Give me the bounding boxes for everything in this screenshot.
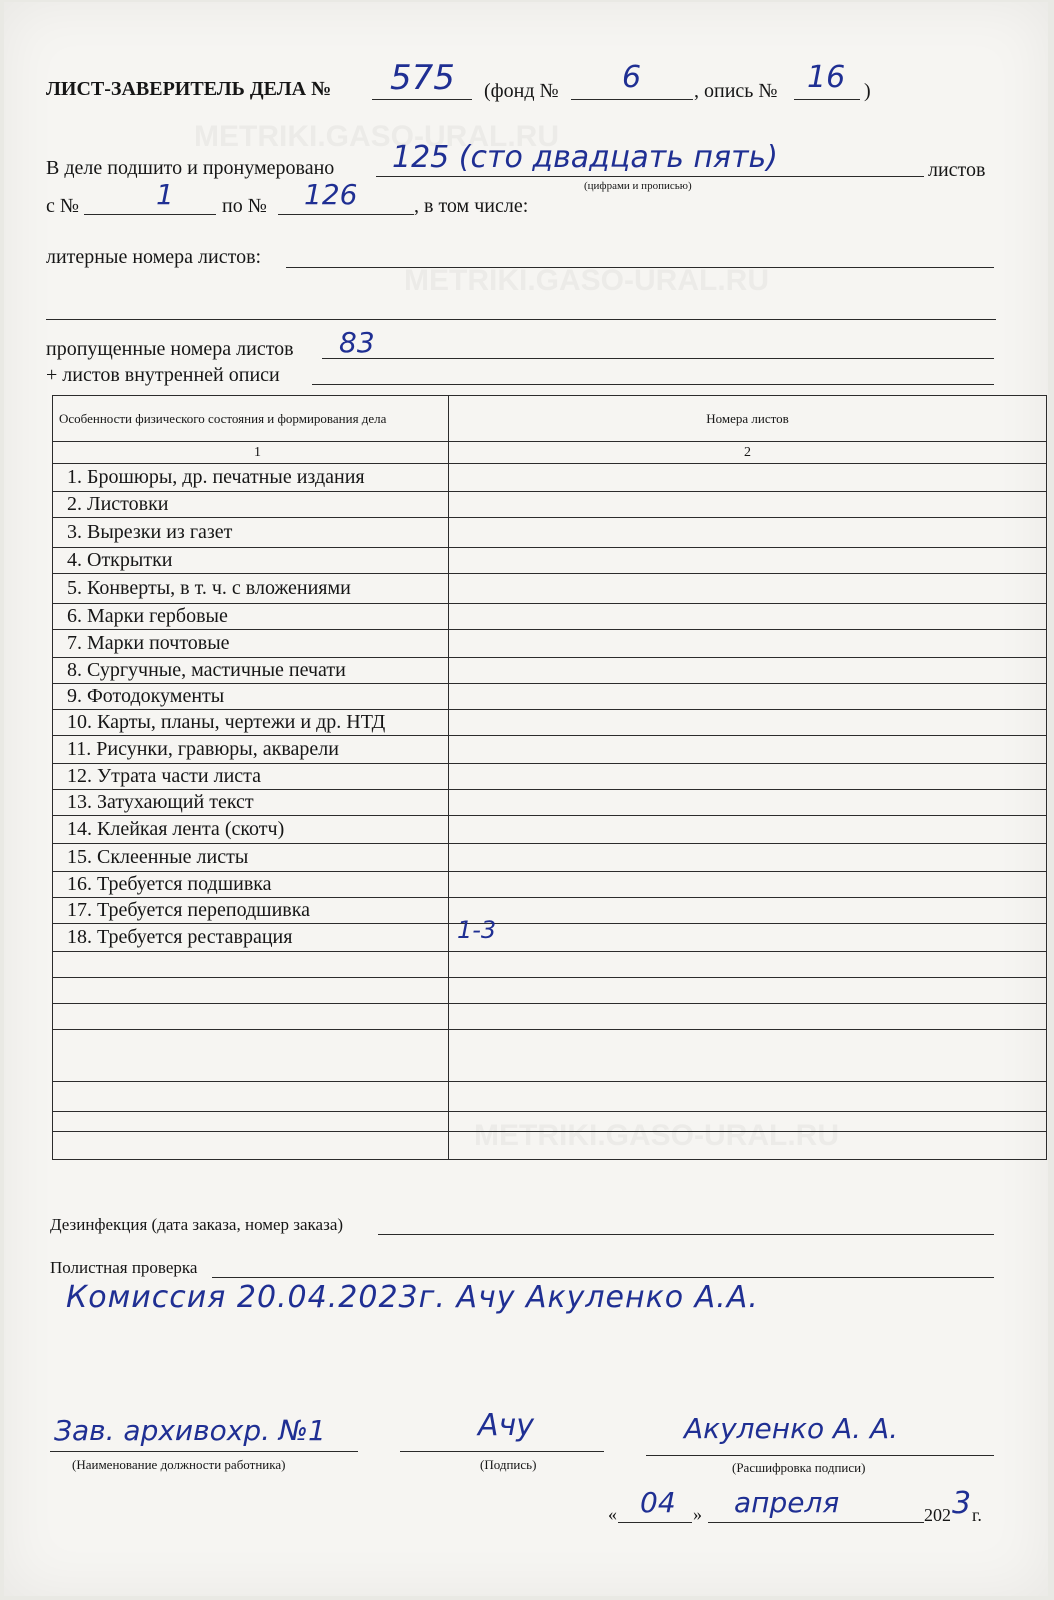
sheets-hint: (цифрами и прописью) — [584, 180, 692, 192]
sheets-label: В деле подшито и пронумеровано — [46, 157, 335, 179]
table-row — [53, 492, 1047, 518]
watermark: METRIKI.GASO-URAL.RU — [404, 264, 769, 297]
row-sheet-numbers — [449, 518, 1047, 548]
table-row — [53, 872, 1047, 898]
empty-cell — [53, 1030, 449, 1082]
sign-value: Ачу — [478, 1408, 535, 1443]
title-prefix: ЛИСТ-ЗАВЕРИТЕЛЬ ДЕЛА № — [46, 78, 332, 100]
row-sheet-numbers — [449, 816, 1047, 844]
row-sheet-numbers — [449, 764, 1047, 790]
check-label: Полистная проверка — [50, 1258, 198, 1277]
row-feature-label: 8. Сургучные, мастичные печати — [53, 658, 449, 684]
row-feature-label: 16. Требуется подшивка — [53, 872, 449, 898]
disinfection-label: Дезинфекция (дата заказа, номер заказа) — [50, 1215, 344, 1234]
row-feature-label: 14. Клейкая лента (скотч) — [53, 816, 449, 844]
row-feature-label: 7. Марки почтовые — [53, 630, 449, 658]
position-line — [50, 1451, 358, 1452]
watermark: METRIKI.GASO-URAL.RU — [474, 1119, 839, 1152]
row-sheet-numbers — [449, 548, 1047, 574]
date-day-line — [618, 1522, 692, 1523]
missing-label: пропущенные номера листов — [46, 338, 294, 360]
liter-line-2 — [46, 319, 996, 320]
empty-cell — [449, 1030, 1047, 1082]
empty-cell — [53, 1082, 449, 1112]
case-number-line — [372, 99, 472, 100]
including-label: , в том числе: — [414, 195, 529, 217]
case-number: 575 — [390, 58, 455, 98]
to-line — [278, 214, 414, 215]
sign-line — [400, 1451, 604, 1452]
empty-cell — [449, 1082, 1047, 1112]
row-sheet-numbers — [449, 604, 1047, 630]
to-value: 126 — [304, 178, 358, 211]
check-line — [212, 1277, 994, 1278]
empty-cell — [449, 1132, 1047, 1160]
liter-line — [286, 267, 994, 268]
column-header-features: Особенности физического состояния и формирования дела — [53, 396, 449, 442]
row-sheet-numbers-value: 1-3 — [457, 916, 497, 944]
table-row — [53, 816, 1047, 844]
from-value: 1 — [156, 178, 174, 211]
empty-cell — [53, 952, 449, 978]
inner-line — [312, 384, 994, 385]
column-number-2: 2 — [449, 442, 1047, 464]
empty-cell — [449, 952, 1047, 978]
table-row — [53, 924, 1047, 952]
empty-cell — [53, 1004, 449, 1030]
name-line — [646, 1455, 994, 1456]
sheets-unit: листов — [928, 159, 986, 181]
empty-table-row — [53, 1004, 1047, 1030]
check-value: Комиссия 20.04.2023г. Ачу Акуленко А.А. — [66, 1280, 759, 1315]
empty-cell — [449, 978, 1047, 1004]
title-close-paren: ) — [864, 80, 871, 102]
row-sheet-numbers — [449, 492, 1047, 518]
table-row — [53, 574, 1047, 604]
row-feature-label: 4. Открытки — [53, 548, 449, 574]
row-feature-label: 15. Склеенные листы — [53, 844, 449, 872]
table-row — [53, 604, 1047, 630]
row-sheet-numbers — [449, 464, 1047, 492]
column-number-1: 1 — [53, 442, 449, 464]
from-label: с № — [46, 195, 79, 217]
table-row — [53, 630, 1047, 658]
date-year-prefix: 202 — [924, 1505, 951, 1525]
table-row — [53, 710, 1047, 736]
opis-number: 16 — [807, 60, 846, 95]
row-sheet-numbers — [449, 574, 1047, 604]
date-month: апреля — [734, 1486, 840, 1519]
row-sheet-numbers — [449, 790, 1047, 816]
missing-value: 83 — [339, 326, 375, 359]
empty-cell — [53, 1132, 449, 1160]
row-sheet-numbers — [449, 658, 1047, 684]
empty-table-row — [53, 1082, 1047, 1112]
row-feature-label: 18. Требуется реставрация — [53, 924, 449, 952]
date-year-suffix: 3 — [952, 1486, 972, 1521]
table-row — [53, 684, 1047, 710]
table-row — [53, 658, 1047, 684]
row-feature-label: 3. Вырезки из газет — [53, 518, 449, 548]
sign-hint: (Подпись) — [480, 1457, 537, 1472]
position-hint: (Наименование должности работника) — [72, 1457, 286, 1472]
column-header-sheet-numbers: Номера листов — [449, 396, 1047, 442]
row-feature-label: 11. Рисунки, гравюры, акварели — [53, 736, 449, 764]
row-feature-label: 13. Затухающий текст — [53, 790, 449, 816]
row-sheet-numbers — [449, 630, 1047, 658]
to-label: по № — [222, 195, 267, 217]
row-sheet-numbers — [449, 898, 1047, 924]
date-year-unit: г. — [972, 1505, 982, 1525]
fond-label: (фонд № — [484, 80, 559, 102]
row-sheet-numbers — [449, 916, 1047, 952]
missing-line — [322, 358, 994, 359]
table-row — [53, 518, 1047, 548]
date-day: 04 — [640, 1486, 676, 1519]
position-value: Зав. архивохр. №1 — [54, 1414, 326, 1447]
empty-cell — [53, 978, 449, 1004]
row-feature-label: 2. Листовки — [53, 492, 449, 518]
name-hint: (Расшифровка подписи) — [732, 1460, 866, 1475]
empty-cell — [53, 1112, 449, 1132]
opis-label: , опись № — [694, 80, 778, 102]
sheets-line — [376, 176, 924, 177]
row-sheet-numbers — [449, 872, 1047, 898]
row-feature-label: 17. Требуется переподшивка — [53, 898, 449, 924]
table-row — [53, 764, 1047, 790]
empty-table-row — [53, 952, 1047, 978]
liter-label: литерные номера листов: — [46, 246, 262, 268]
name-value: Акуленко А. А. — [684, 1412, 899, 1445]
table-row — [53, 464, 1047, 492]
empty-cell — [449, 1004, 1047, 1030]
disinfection-line — [378, 1234, 994, 1235]
inner-label: + листов внутренней описи — [46, 364, 280, 386]
date-open-quote: « — [608, 1504, 617, 1524]
row-sheet-numbers — [449, 710, 1047, 736]
fond-number: 6 — [622, 60, 642, 95]
row-feature-label: 9. Фотодокументы — [53, 684, 449, 710]
table-row — [53, 898, 1047, 924]
row-feature-label: 1. Брошюры, др. печатные издания — [53, 464, 449, 492]
row-sheet-numbers — [449, 684, 1047, 710]
table-row — [53, 736, 1047, 764]
date-month-line — [708, 1522, 924, 1523]
empty-cell — [449, 1112, 1047, 1132]
empty-table-row — [53, 978, 1047, 1004]
from-line — [84, 214, 216, 215]
document-sheet — [4, 2, 1048, 1596]
row-feature-label: 5. Конверты, в т. ч. с вложениями — [53, 574, 449, 604]
table-row — [53, 790, 1047, 816]
empty-table-row — [53, 1030, 1047, 1082]
row-sheet-numbers — [449, 736, 1047, 764]
row-sheet-numbers — [449, 844, 1047, 872]
watermark: METRIKI.GASO-URAL.RU — [194, 120, 559, 153]
row-feature-label: 10. Карты, планы, чертежи и др. НТД — [53, 710, 449, 736]
empty-table-row — [53, 1112, 1047, 1132]
sheets-value: 125 (сто двадцать пять) — [392, 140, 778, 175]
row-feature-label: 12. Утрата части листа — [53, 764, 449, 790]
row-feature-label: 6. Марки гербовые — [53, 604, 449, 630]
date-close-quote: » — [693, 1504, 702, 1524]
opis-line — [794, 99, 860, 100]
table-row — [53, 548, 1047, 574]
fond-line — [571, 99, 693, 100]
table-row — [53, 844, 1047, 872]
empty-table-row — [53, 1132, 1047, 1160]
features-table — [52, 395, 1047, 1160]
